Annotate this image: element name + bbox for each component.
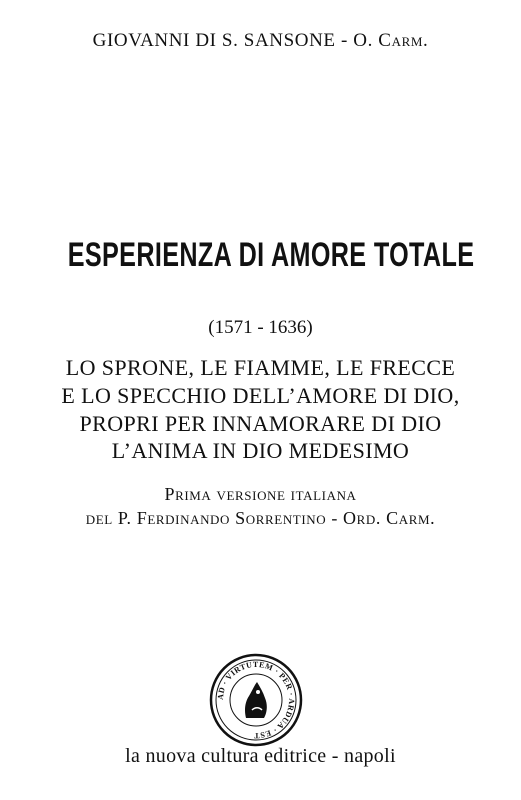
version-line-1: Prima versione italiana: [164, 484, 357, 504]
seal-figure-eye: [256, 690, 260, 694]
life-dates: (1571 - 1636): [208, 317, 313, 338]
seal-ring-text: AD · VIRTUTEM · PER · ARDUA · EST: [215, 659, 297, 741]
version-line-2: del P. Ferdinando Sorrentino - Ord. Carm.: [85, 508, 436, 528]
author-order: O. Carm.: [353, 30, 429, 51]
author-separator: -: [335, 30, 354, 51]
subtitle-line-1: LO SPRONE, LE FIAMME, LE FRECCE: [65, 355, 456, 380]
subtitle-line-2: E LO SPECCHIO DELL’AMORE DI DIO,: [61, 383, 460, 408]
subtitle-line-4: L’ANIMA IN DIO MEDESIMO: [111, 438, 410, 463]
seal-graphic: [208, 652, 304, 748]
publisher-line: la nuova cultura editrice - napoli: [125, 745, 396, 767]
book-title: ESPERIENZA DI AMORE TOTALE: [67, 236, 475, 274]
author-line: [0, 30, 521, 52]
publisher-seal-icon: [208, 652, 304, 748]
author-name: GIOVANNI DI S. SANSONE: [92, 30, 336, 51]
subtitle-line-3: PROPRI PER INNAMORARE DI DIO: [79, 411, 442, 436]
